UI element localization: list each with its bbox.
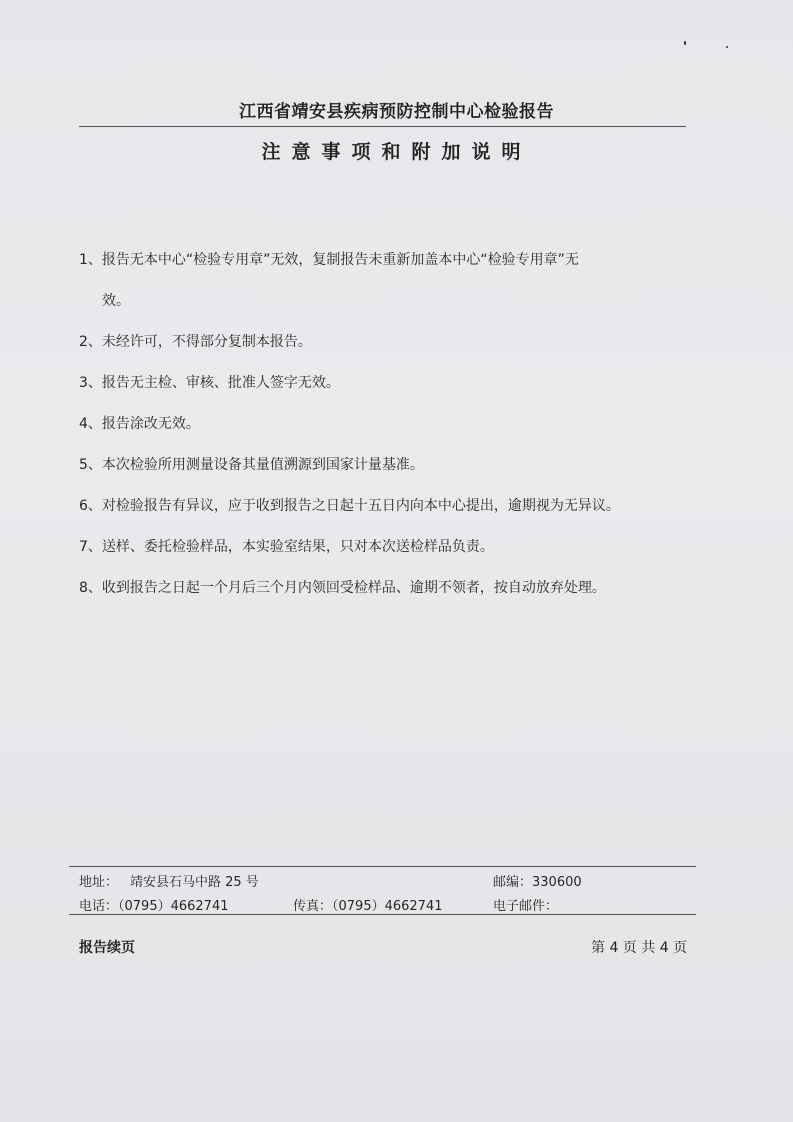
note-item (79, 322, 699, 363)
note-item (79, 568, 699, 609)
note-item (79, 486, 699, 527)
organization-title: 江西省靖安县疾病预防控制中心检验报告 (239, 102, 554, 122)
note-line: 1、报告无本中心“检验专用章”无效，复制报告未重新加盖本中心“检验专用章”无 (79, 252, 579, 268)
note-line: 5、本次检验所用测量设备其量值溯源到国家计量基准。 (79, 457, 424, 473)
note-line-continued: 效。 (102, 293, 130, 309)
note-item (79, 404, 699, 445)
email-text: 电子邮件： (493, 899, 559, 914)
continuation-label: 报告续页 (79, 940, 135, 956)
note-line: 7、送样、委托检验样品，本实验室结果，只对本次送检样品负责。 (79, 539, 494, 555)
note-item (79, 240, 699, 322)
footer-bottom-rule (69, 914, 696, 915)
note-line: 2、未经许可，不得部分复制本报告。 (79, 334, 312, 350)
address-label: 地址： (79, 875, 119, 890)
note-line: 4、报告涂改无效。 (79, 416, 200, 432)
note-item (79, 363, 699, 404)
scan-speck (684, 41, 686, 45)
note-item (79, 527, 699, 568)
phone-text: 电话：（0795）4662741 (79, 899, 229, 914)
address-value: 靖安县石马中路 25 号 (130, 875, 259, 890)
header-rule (79, 126, 686, 127)
footer-top-rule (69, 866, 696, 867)
fax-text: 传真：（0795）4662741 (293, 899, 443, 914)
note-item (79, 445, 699, 486)
page-indicator: 第 4 页 共 4 页 (591, 940, 688, 956)
scan-speck (726, 46, 728, 48)
postcode-text: 邮编：330600 (493, 875, 582, 890)
note-line: 6、对检验报告有异议，应于收到报告之日起十五日内向本中心提出，逾期视为无异议。 (79, 498, 620, 514)
note-line: 8、收到报告之日起一个月后三个月内领回受检样品、逾期不领者，按自动放弃处理。 (79, 580, 606, 596)
note-line: 3、报告无主检、审核、批准人签字无效。 (79, 375, 340, 391)
notice-title: 注意事项和附加说明 (261, 141, 532, 163)
